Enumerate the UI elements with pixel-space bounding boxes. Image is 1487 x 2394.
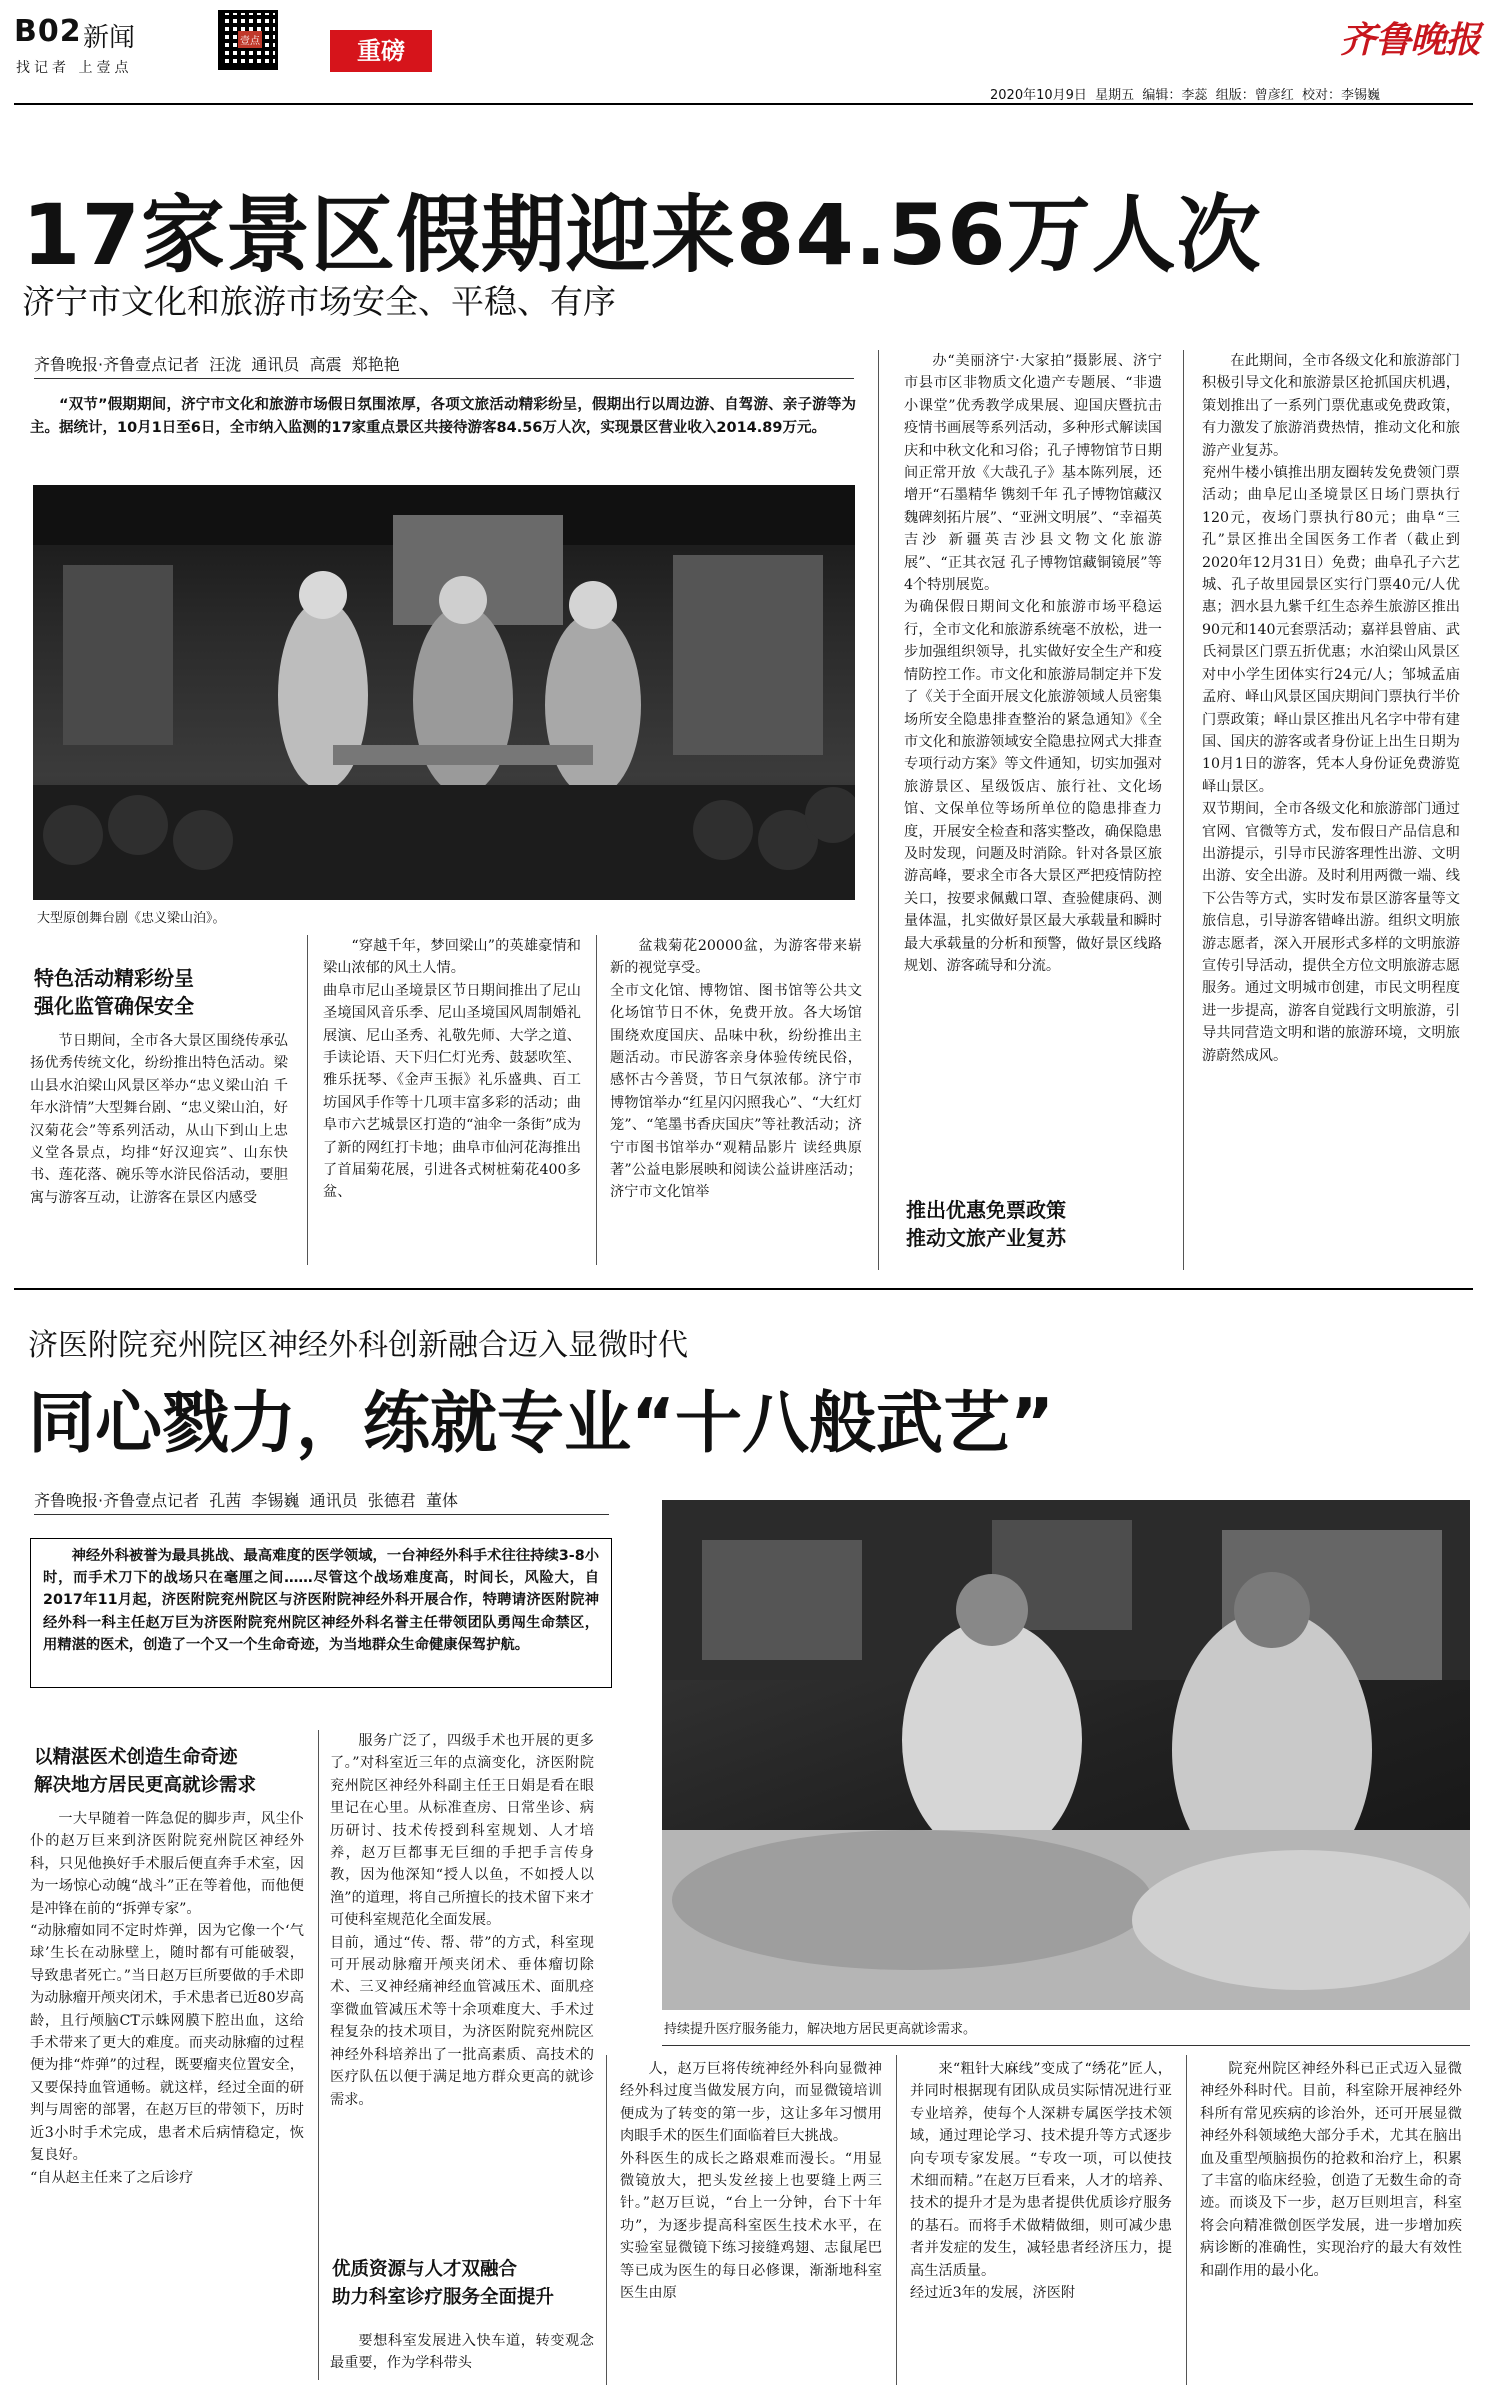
stage-photo-art xyxy=(33,485,855,900)
article2-col2b: 要想科室发展进入快车道，转变观念最重要，作为学科带头 xyxy=(330,2333,594,2372)
surgery-photo-art xyxy=(662,1500,1470,2010)
qr-label: 壹点 xyxy=(238,31,262,48)
byline-1: 齐鲁晚报·齐鲁壹点记者 汪泷 通讯员 高震 郑艳艳 xyxy=(34,355,400,374)
article1-col4: 办“美丽济宁·大家拍”摄影展、济宁市县市区非物质文化遗产专题展、“非遗小课堂”优秀教学成果展、迎国庆暨抗击疫情书画展等系列活动，多种形式解读国庆和中秋文化和习俗；孔子博物馆节日期间正常开放《大哉孔子》基本陈列展，还增开“石墨精华 镌刻千年 孔子博物馆藏汉魏碑刻拓片展”、“亚洲文明展”、“幸福英吉沙 新疆英吉沙县文物文化旅游展”、“正其衣冠 孔子博物馆藏铜镜展”等4个特別展览。 为确保假日期间文化和旅游市场平稳运行，全市文化和旅游系统毫不放松，进一步加强组织领导，扎实做好安全生产和疫情防控工作。市文化和旅游局制定并下发了《关于全面开展文化旅游领域人员密集场所安全隐患排查整治的紧急通知》《全市文化和旅游领域安全隐患拉网式大排查专项行动方案》等文件通知，切实加强对旅游景区、星级饭店、旅行社、文化场馆、文保单位等场所单位的隐患排查力度，开展安全检查和落实整改，确保隐患及时发现，问题及时消除。针对各景区旅游高峰，要求全市各大景区严把疫情防控关口，按要求佩戴口罩、查验健康码、测量体温，扎实做好景区最大承载量和瞬时最大承载量的分析和预警，做好景区线路规划、游客疏导和分流。 xyxy=(904,353,1162,974)
lead-box-2 xyxy=(30,1538,612,1688)
byline-2: 齐鲁晚报·齐鲁壹点记者 孔茜 李锡巍 通讯员 张德君 董体 xyxy=(34,1491,458,1510)
caption-rule xyxy=(662,2045,1470,2046)
section-label: 新闻 xyxy=(83,23,136,53)
header-rule xyxy=(14,103,1473,105)
article2-col5: 院兖州院区神经外科已正式迈入显微神经外科时代。目前，科室除开展神经外科所有常见疾病的诊治外，还可开展显微神经外科领域绝大部分手术，尤其在脑出血及重型颅脑损伤的抢救和治疗上，积累了丰富的临床经验，创造了无数生命的奇迹。而谈及下一步，赵万巨则坦言，科室将会向精准微创医学发展，进一步增加疾病诊断的准确性，实现治疗的最大有效性和副作用的最小化。 xyxy=(1200,2061,1462,2279)
masthead-logo: 齐鲁晚报 xyxy=(1340,19,1481,61)
slogan: 找记者 上壹点 xyxy=(16,60,133,76)
article2-col3: 人，赵万巨将传统神经外科向显微神经外科过度当做发展方向，而显微镜培训便成为了转变的第一步，这让多年习惯用肉眼手术的医生们面临着巨大挑战。 外科医生的成长之路艰难而漫长。“用显微镜放大，把头发丝接上也要缝上两三针。”赵万巨说，“台上一分钟，台下十年功”，为逐步提高科室医生技术水平，在实验室显微镜下练习接缝鸡翅、志鼠尾巴等已成为医生的每日必修课，渐渐地科室医生由原 xyxy=(620,2061,882,2302)
lead-2: 神经外科被誉为最具挑战、最高难度的医学领域，一台神经外科手术往往持续3-8小时，而手术刀下的战场只在毫厘之间……尽管这个战场难度高，时间长，风险大，自2017年11月起，济医附院兖州院区与济医附院神经外科开展合作，特聘请济医附院神经外科一科主任赵万巨为济医附院兖州院区神经外科名誉主任带领团队勇闯生命禁区，用精湛的医术，创造了一个又一个生命奇迹，为当地群众生命健康保驾护航。 xyxy=(43,1548,599,1653)
article2-col1: 一大早随着一阵急促的脚步声，风尘仆仆的赵万巨来到济医附院兖州院区神经外科，只见他换好手术服后便直奔手术室，因为一场惊心动魄“战斗”正在等着他，而他便是冲锋在前的“拆弹专家”。 “动脉瘤如同不定时炸弹，因为它像一个‘气球’生长在动脉壁上，随时都有可能破裂，导致患者死亡。”当日赵万巨所要做的手术即为动脉瘤开颅夹闭术，手术患者已近80岁高龄，且行颅脑CT示蛛网膜下腔出血，这给手术带来了更大的难度。而夹动脉瘤的过程便为排“炸弹”的过程，既要瘤夹位置安全，又要保持血管通畅。就这样，经过全面的研判与周密的部署，在赵万巨的带领下，历时近3小时手术完成，患者术后病情稳定，恢复良好。 “自从赵主任来了之后诊疗 xyxy=(30,1811,304,2186)
surgery-photo-caption: 持续提升医疗服务能力，解决地方居民更高就诊需求。 xyxy=(664,2022,977,2037)
article1-col1: 节日期间，全市各大景区围绕传承弘扬优秀传统文化，纷纷推出特色活动。梁山县水泊梁山风景区举办“忠义梁山泊 千年水浒情”大型舞台剧、“忠义梁山泊，好汉菊花会”等系列活动，从山下到山上忠义堂各景点，均排“好汉迎宾”、山东快书、莲花落、碗乐等水浒民俗活动，要胆寓与游客互动，让游客在景区内感受 xyxy=(30,1033,288,1206)
subheadline-1: 济宁市文化和旅游市场安全、平稳、有序 xyxy=(22,282,616,321)
surgery-photo xyxy=(662,1500,1470,2010)
stage-photo-caption: 大型原创舞台剧《忠义梁山泊》。 xyxy=(37,911,226,926)
divider xyxy=(896,2055,897,2385)
byline-rule-1 xyxy=(34,378,854,379)
divider xyxy=(596,935,597,1265)
qr-code[interactable] xyxy=(218,10,278,70)
stage-photo xyxy=(33,485,855,900)
lead-1: “双节”假期期间，济宁市文化和旅游市场假日氛围浓厚，各项文旅活动精彩纷呈，假期出行以周边游、自驾游、亲子游等为主。据统计，10月1日至6日，全市纳入监测的17家重点景区共接待游客84.56万人次，实现景区营业收入2014.89万元。 xyxy=(30,397,856,436)
page-code: B02 xyxy=(14,14,82,49)
subhead-1b: 推出优惠免票政策 推动文旅产业复苏 xyxy=(906,1198,1066,1250)
subhead-1a: 特色活动精彩纷呈 强化监管确保安全 xyxy=(34,966,194,1018)
divider xyxy=(307,935,308,1265)
section-badge-text: 重磅 xyxy=(357,37,405,65)
article2-col2: 服务广泛了，四级手术也开展的更多了。”对科室近三年的点滴变化，济医附院兖州院区神经外科副主任王日娟是看在眼里记在心里。从标准查房、日常坐诊、病历研讨、技术传授到科室规划、人才培养，赵万巨都事无巨细的手把手言传身教，因为他深知“授人以鱼，不如授人以渔”的道理，将自己所擅长的技术留下来才可使科室规范化全面发展。 目前，通过“传、帮、带”的方式，科室现可开展动脉瘤开颅夹闭术、垂体瘤切除术、三叉神经痛神经血管减压术、面肌痉挛微血管减压术等十余项难度大、手术过程复杂的技术项目，为济医附院兖州院区神经外科培养出了一批高素质、高技术的医疗队伍以便于满足地方群众更高的就诊需求。 xyxy=(330,1733,594,2108)
divider xyxy=(318,1730,319,2380)
divider xyxy=(606,2055,607,2385)
headline-2: 同心戮力，练就专业“十八般武艺” xyxy=(28,1384,1055,1462)
subhead-2a: 以精湛医术创造生命奇迹 解决地方居民更高就诊需求 xyxy=(34,1747,257,1796)
divider xyxy=(1183,350,1184,1270)
page-meta: 2020年10月9日 星期五 编辑：李蕊 组版：曾彦红 校对：李锡巍 xyxy=(990,88,1380,103)
article1-col2: “穿越千年，梦回梁山”的英雄豪情和梁山浓郁的风土人情。 曲阜市尼山圣境景区节日期间推出了尼山圣境国风音乐季、尼山圣境国风周制婚礼展演、尼山圣秀、礼敬先师、大学之道、手读论语、天下归仁灯光秀、鼓瑟吹笙、雅乐抚琴、《金声玉振》礼乐盛典、百工坊国风手作等十几项丰富多彩的活动；曲阜市六艺城景区打造的“油伞一条街”成为了新的网红打卡地；曲阜市仙河花海推出了首届菊花展，引进各式树桩菊花400多盆、 xyxy=(323,938,581,1201)
subhead-2b: 优质资源与人才双融合 助力科室诊疗服务全面提升 xyxy=(332,2259,555,2308)
byline-rule-2 xyxy=(34,1514,609,1515)
headline-1: 17家景区假期迎来84.56万人次 xyxy=(22,186,1262,284)
article2-col4: 来“粗针大麻线”变成了“绣花”匠人，并同时根据现有团队成员实际情况进行亚专业培养，使每个人深耕专属医学技术领域，通过理论学习、技术提升等方式逐步向专项专家发展。“专攻一项，可以使技术细而精。”在赵万巨看来，人才的培养、技术的提升才是为患者提供优质诊疗服务的基石。而将手术做精做细，则可减少患者并发症的发生，减轻患者经济压力，提高生活质量。 经过近3年的发展，济医附 xyxy=(910,2061,1172,2302)
article-separator xyxy=(14,1288,1473,1290)
section-badge xyxy=(330,30,432,72)
article1-col3: 盆栽菊花20000盆，为游客带来崭新的视觉享受。 全市文化馆、博物馆、图书馆等公共文化场馆节日不休，免费开放。各大场馆围绕欢度国庆、品味中秋，纷纷推出主题活动。市民游客亲身体验传统民俗，感怀古今善贤，节日气氛浓郁。济宁市博物馆举办“红星闪闪照我心”、“大红灯笼”、“笔墨书香庆国庆”等社教活动；济宁市图书馆举办“观精品影片 读经典原著”公益电影展映和阅读公益讲座活动；济宁市文化馆举 xyxy=(610,938,862,1201)
article1-col5: 在此期间，全市各级文化和旅游部门积极引导文化和旅游景区抢抓国庆机遇，策划推出了一系列门票优惠或免费政策，有力激发了旅游消费热情，推动文化和旅游产业复苏。 兖州牛楼小镇推出朋友圈转发免费领门票活动；曲阜尼山圣境景区日场门票执行120元，夜场门票执行80元；曲阜“三孔”景区推出全国医务工作者（截止到2020年12月31日）免费；曲阜孔子六艺城、孔子故里园景区实行门票40元/人优惠；泗水县九紫千红生态养生旅游区推出90元和140元套票活动；嘉祥县曾庙、武氏祠景区门票五折优惠；水泊梁山风景区对中小学生团体实行24元/人；邹城孟庙孟府、峄山风景区国庆期间门票执行半价门票政策；峄山景区推出凡名字中带有建国、国庆的游客或者身份证上出生日期为10月1日的游客，凭本人身份证免费游览峄山景区。 双节期间，全市各级文化和旅游部门通过官网、官微等方式，发布假日产品信息和出游提示，引导市民游客理性出游、文明出游、安全出游。及时利用两微一端、线下公告等方式，实时发布景区游客量等文旅信息，引导游客错峰出游。组织文明旅游志愿者，深入开展形式多样的文明旅游宣传引导活动，提供全方位文明旅游志愿服务。通过文明城市创建，市民文明程度进一步提高，游客自觉践行文明旅游，引导共同营造文明和谐的旅游环境，文明旅游蔚然成风。 xyxy=(1202,353,1460,1064)
kicker-2: 济医附院兖州院区神经外科创新融合迈入显微时代 xyxy=(28,1328,688,1363)
divider xyxy=(1186,2055,1187,2385)
divider xyxy=(878,350,879,1270)
